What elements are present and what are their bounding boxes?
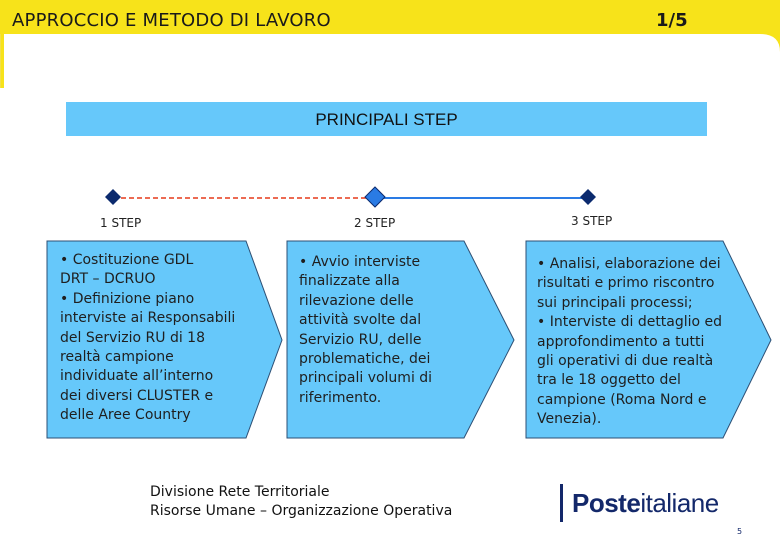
step-3-marker <box>580 189 596 205</box>
page-number: 5 <box>737 527 743 536</box>
page-count: 1/5 <box>656 10 688 31</box>
step-2-label: 2 STEP <box>354 216 396 230</box>
footer-organization <box>150 483 452 521</box>
step-1-marker <box>105 189 121 205</box>
timeline <box>0 180 780 210</box>
logo-text-regular: italiane <box>640 488 719 518</box>
step-2-text: • Avvio interviste finalizzate alla rilevazione delle attività svolte dal Servizio RU, delle problematiche, dei principali volumi di riferimento. <box>299 254 433 406</box>
step-2-marker <box>365 187 385 207</box>
step-3-label: 3 STEP <box>571 214 613 228</box>
footer-line-2: Risorse Umane – Organizzazione Operativa <box>150 503 453 519</box>
step-1-text: • Costituzione GDL DRT – DCRUO • Definizione piano interviste ai Responsabili del Servizio RU di 18 realtà campione individuate all’interno dei diversi CLUSTER e delle Aree Country <box>60 252 236 424</box>
steps-banner <box>66 102 707 136</box>
step-3-text: • Analisi, elaborazione dei risultati e primo riscontro sui principali processi; • Interviste di dettaglio ed approfondimento a tutti gli operativi di due realtà tra le 18 oggetto del campione (Roma Nord e Venezia). <box>537 256 723 428</box>
logo-divider <box>560 484 563 522</box>
step-1-label: 1 STEP <box>100 216 142 230</box>
footer-line-1: Divisione Rete Territoriale <box>150 484 330 500</box>
logo-text-bold: Poste <box>572 488 641 518</box>
page-title: APPROCCIO E METODO DI LAVORO <box>12 10 331 31</box>
banner-title: PRINCIPALI STEP <box>315 110 458 129</box>
